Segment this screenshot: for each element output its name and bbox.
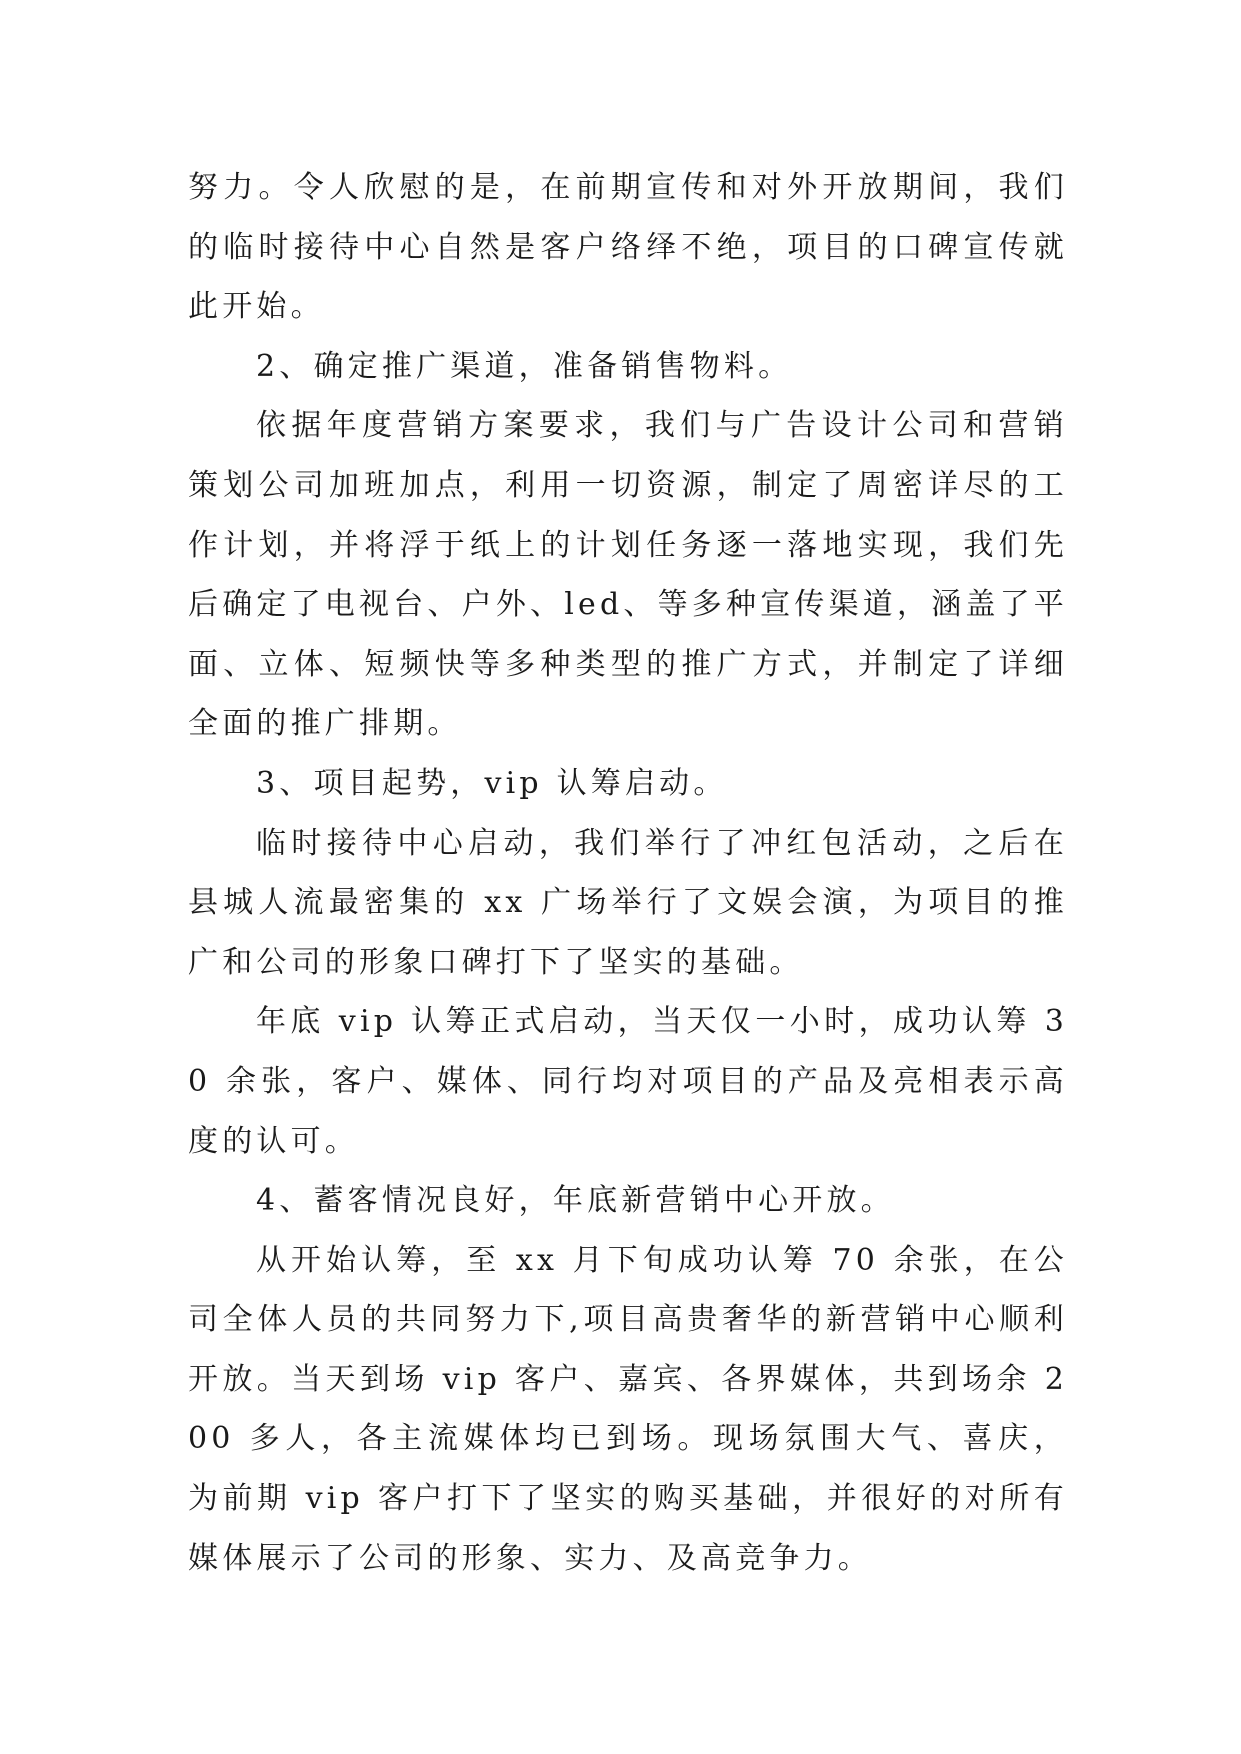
paragraph-vip-launch: 年底 vip 认筹正式启动，当天仅一小时，成功认筹 30 余张，客户、媒体、同行均对项目的产品及亮相表示高度的认可。 [188, 1004, 1068, 1159]
paragraph-sales-center-opening: 从开始认筹，至 xx 月下旬成功认筹 70 余张，在公司全体人员的共同努力下,项目高贵奢华的新营销中心顺利开放。当天到场 vip 客户、嘉宾、各界媒体，共到场余 200 多人，各主流媒体均已到场。现场氛围大气、喜庆，为前期 vip 客户打下了坚实的购买基础，并很好的对所有媒体展示了公司的形象、实力、及高竞争力。 [188, 1242, 1068, 1576]
paragraph-reception-center: 临时接待中心启动，我们举行了冲红包活动，之后在县城人流最密集的 xx 广场举行了文娱会演，为项目的推广和公司的形象口碑打下了坚实的基础。 [188, 825, 1068, 980]
section-heading-4: 4、蓄客情况良好，年底新营销中心开放。 [256, 1183, 895, 1219]
paragraph-continuation: 努力。令人欣慰的是，在前期宣传和对外开放期间，我们的临时接待中心自然是客户络绎不绝，项目的口碑宣传就此开始。 [188, 170, 1068, 325]
paragraph-promotion-channels: 依据年度营销方案要求，我们与广告设计公司和营销策划公司加班加点，利用一切资源，制定了周密详尽的工作计划，并将浮于纸上的计划任务逐一落地实现，我们先后确定了电视台、户外、led、等多种宣传渠道，涵盖了平面、立体、短频快等多种类型的推广方式，并制定了详细全面的推广排期。 [188, 408, 1068, 742]
document-body [188, 158, 1068, 1588]
section-heading-3: 3、项目起势，vip 认筹启动。 [256, 765, 728, 801]
section-heading-2: 2、确定推广渠道，准备销售物料。 [256, 348, 793, 384]
